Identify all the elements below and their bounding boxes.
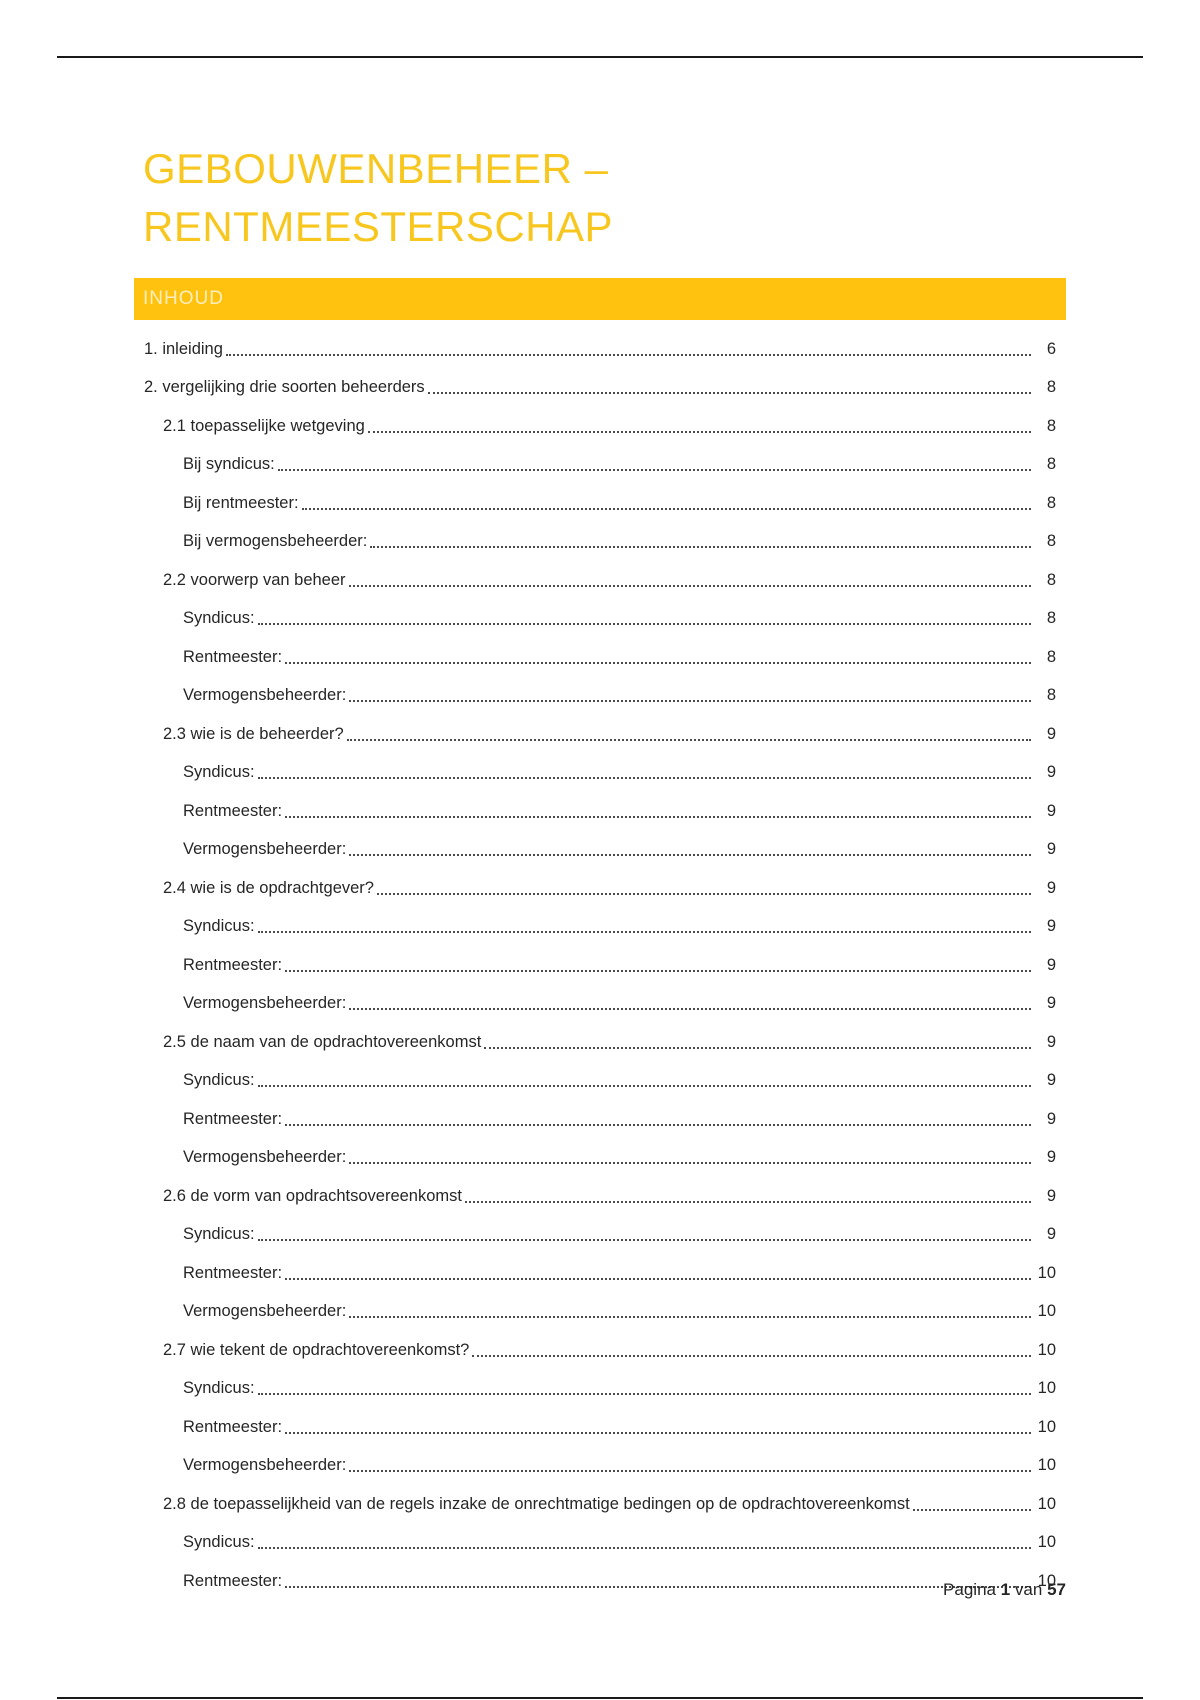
toc-entry[interactable] [134, 715, 1066, 754]
toc-entry[interactable] [134, 600, 1066, 639]
toc-entry-page-number: 8 [1046, 609, 1056, 628]
toc-entry-label: Vermogensbeheerder: [183, 840, 347, 859]
toc-entry[interactable] [134, 1062, 1066, 1101]
toc-entry-label: Vermogensbeheerder: [183, 1148, 347, 1167]
toc-entry[interactable] [134, 792, 1066, 831]
toc-entry[interactable] [134, 1524, 1066, 1563]
toc-dot-leader [285, 1585, 1031, 1588]
toc-entry-page-number: 10 [1037, 1417, 1056, 1436]
toc-entry-label: Rentmeester: [183, 1571, 283, 1590]
toc-entry-page-number: 6 [1046, 339, 1056, 358]
toc-dot-leader [278, 468, 1031, 471]
toc-entry[interactable] [134, 1485, 1066, 1524]
toc-entry-page-number: 9 [1046, 801, 1056, 820]
toc-entry[interactable] [134, 677, 1066, 716]
toc-dot-leader [258, 930, 1031, 933]
toc-entry-page-number: 10 [1037, 1379, 1056, 1398]
toc-entry[interactable] [134, 1139, 1066, 1178]
toc-entry-page-number: 8 [1046, 532, 1056, 551]
toc-entry-label: 2.8 de toepasselijkheid van de regels inzake de onrechtmatige bedingen op de opdrachtovereenkomst [163, 1494, 910, 1513]
toc-entry[interactable] [134, 1370, 1066, 1409]
toc-entry-page-number: 9 [1046, 840, 1056, 859]
toc-entry-label: 2.1 toepasselijke wetgeving [163, 416, 365, 435]
toc-entry[interactable] [134, 1562, 1066, 1601]
toc-entry-label: Rentmeester: [183, 955, 283, 974]
toc-dot-leader [258, 1238, 1031, 1241]
toc-entry[interactable] [134, 523, 1066, 562]
toc-dot-leader [349, 584, 1031, 587]
document-page [134, 140, 1066, 1601]
toc-entry-label: Bij rentmeester: [183, 493, 299, 512]
toc-dot-leader [368, 430, 1031, 433]
toc-entry[interactable] [134, 908, 1066, 947]
toc-entry-label: Vermogensbeheerder: [183, 1456, 347, 1475]
toc-entry-page-number: 10 [1037, 1571, 1056, 1590]
toc-entry[interactable] [134, 1023, 1066, 1062]
toc-entry[interactable] [134, 946, 1066, 985]
toc-dot-leader [377, 892, 1031, 895]
toc-entry[interactable] [134, 754, 1066, 793]
toc-entry[interactable] [134, 484, 1066, 523]
toc-entry-page-number: 10 [1037, 1263, 1056, 1282]
toc-entry-label: Bij vermogensbeheerder: [183, 532, 368, 551]
toc-entry-label: Syndicus: [183, 609, 255, 628]
footer-rule [57, 1697, 1143, 1699]
toc-entry[interactable] [134, 869, 1066, 908]
toc-dot-leader [258, 622, 1031, 625]
toc-entry-page-number: 8 [1046, 493, 1056, 512]
toc-dot-leader [349, 853, 1031, 856]
toc-dot-leader [258, 776, 1031, 779]
toc-entry[interactable] [134, 1331, 1066, 1370]
toc-entry-page-number: 9 [1046, 763, 1056, 782]
toc-entry[interactable] [134, 330, 1066, 369]
toc-entry[interactable] [134, 1447, 1066, 1486]
toc-heading: INHOUD [143, 288, 224, 309]
toc-entry[interactable] [134, 1254, 1066, 1293]
toc-dot-leader [347, 738, 1031, 741]
toc-entry-page-number: 9 [1046, 1225, 1056, 1244]
toc-entry-label: Syndicus: [183, 1533, 255, 1552]
toc-entry-label: Syndicus: [183, 763, 255, 782]
toc-entry-label: Syndicus: [183, 1071, 255, 1090]
toc-entry[interactable] [134, 1177, 1066, 1216]
toc-entry-label: 2.5 de naam van de opdrachtovereenkomst [163, 1032, 482, 1051]
toc-entry-page-number: 9 [1046, 724, 1056, 743]
toc-entry[interactable] [134, 1293, 1066, 1332]
toc-dot-leader [285, 1123, 1031, 1126]
toc-dot-leader [258, 1392, 1031, 1395]
toc-dot-leader [472, 1354, 1031, 1357]
toc-entry[interactable] [134, 1216, 1066, 1255]
toc-entry-page-number: 9 [1046, 994, 1056, 1013]
toc-entry-label: 2.2 voorwerp van beheer [163, 570, 346, 589]
toc-dot-leader [258, 1546, 1031, 1549]
toc-entry-page-number: 8 [1046, 378, 1056, 397]
toc-entry-page-number: 10 [1037, 1340, 1056, 1359]
page-footer [943, 1580, 1066, 1600]
toc-entry-label: Rentmeester: [183, 1109, 283, 1128]
toc-entry-page-number: 9 [1046, 917, 1056, 936]
toc-entry-page-number: 9 [1046, 1186, 1056, 1205]
toc-dot-leader [285, 815, 1031, 818]
toc-entry-label: 1. inleiding [144, 339, 223, 358]
toc-dot-leader [349, 1007, 1031, 1010]
toc-entry-page-number: 8 [1046, 416, 1056, 435]
toc-dot-leader [258, 1084, 1031, 1087]
toc-entry[interactable] [134, 1408, 1066, 1447]
toc-entry-label: Vermogensbeheerder: [183, 686, 347, 705]
toc-dot-leader [370, 545, 1031, 548]
toc-dot-leader [302, 507, 1031, 510]
toc-entry-page-number: 9 [1046, 955, 1056, 974]
toc-entry[interactable] [134, 369, 1066, 408]
toc-dot-leader [349, 1469, 1031, 1472]
toc-dot-leader [285, 969, 1031, 972]
toc-entry-label: Vermogensbeheerder: [183, 994, 347, 1013]
toc-dot-leader [285, 1277, 1031, 1280]
toc-entry-page-number: 9 [1046, 878, 1056, 897]
toc-dot-leader [285, 661, 1031, 664]
toc-entry-label: Rentmeester: [183, 801, 283, 820]
toc-entry-label: Syndicus: [183, 1225, 255, 1244]
toc-entry-label: Rentmeester: [183, 647, 283, 666]
toc-dot-leader [285, 1431, 1031, 1434]
toc-entry-page-number: 9 [1046, 1109, 1056, 1128]
toc-entry[interactable] [134, 446, 1066, 485]
toc-entry-page-number: 8 [1046, 455, 1056, 474]
toc-dot-leader [349, 1315, 1031, 1318]
footer-prefix: Pagina [943, 1580, 996, 1599]
toc-entry-label: 2.3 wie is de beheerder? [163, 724, 344, 743]
toc-entry[interactable] [134, 1100, 1066, 1139]
header-rule [57, 56, 1143, 58]
toc-entry-label: Rentmeester: [183, 1417, 283, 1436]
toc-entry[interactable] [134, 561, 1066, 600]
toc-dot-leader [349, 699, 1031, 702]
toc-entry-page-number: 8 [1046, 686, 1056, 705]
toc-entry-page-number: 9 [1046, 1148, 1056, 1167]
toc-entry-label: Bij syndicus: [183, 455, 275, 474]
toc-entry-page-number: 10 [1037, 1533, 1056, 1552]
toc-entry-label: 2. vergelijking drie soorten beheerders [144, 378, 425, 397]
toc-dot-leader [349, 1161, 1031, 1164]
document-title: GEBOUWENBEHEER – RENTMEESTERSCHAP [143, 145, 614, 250]
toc-entry-label: Vermogensbeheerder: [183, 1302, 347, 1321]
toc-heading-bar [134, 278, 1066, 320]
toc-dot-leader [465, 1200, 1031, 1203]
toc-entry-page-number: 8 [1046, 570, 1056, 589]
footer-separator: van [1014, 1580, 1043, 1599]
toc-dot-leader [226, 353, 1031, 356]
table-of-contents [134, 330, 1066, 1601]
toc-entry[interactable] [134, 638, 1066, 677]
toc-entry-page-number: 9 [1046, 1071, 1056, 1090]
toc-entry[interactable] [134, 985, 1066, 1024]
toc-entry-page-number: 10 [1037, 1456, 1056, 1475]
toc-dot-leader [913, 1508, 1031, 1511]
toc-entry[interactable] [134, 407, 1066, 446]
toc-dot-leader [484, 1046, 1031, 1049]
footer-total-pages: 57 [1047, 1580, 1066, 1599]
toc-entry-label: 2.4 wie is de opdrachtgever? [163, 878, 374, 897]
toc-entry-page-number: 10 [1037, 1494, 1056, 1513]
toc-entry-page-number: 10 [1037, 1302, 1056, 1321]
toc-entry-label: Rentmeester: [183, 1263, 283, 1282]
toc-dot-leader [428, 391, 1031, 394]
toc-entry-page-number: 8 [1046, 647, 1056, 666]
toc-entry-label: 2.7 wie tekent de opdrachtovereenkomst? [163, 1340, 470, 1359]
toc-entry-label: 2.6 de vorm van opdrachtsovereenkomst [163, 1186, 462, 1205]
toc-entry-label: Syndicus: [183, 1379, 255, 1398]
toc-entry[interactable] [134, 831, 1066, 870]
footer-current-page: 1 [1000, 1580, 1011, 1599]
toc-entry-label: Syndicus: [183, 917, 255, 936]
toc-entry-page-number: 9 [1046, 1032, 1056, 1051]
